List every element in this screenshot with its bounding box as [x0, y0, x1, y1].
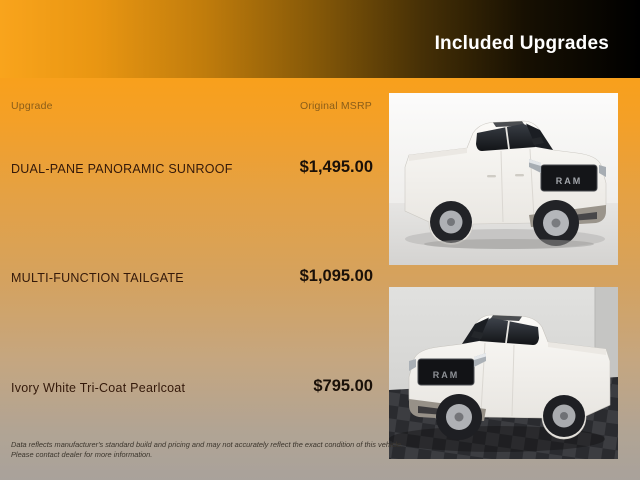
header-bar	[0, 0, 640, 78]
column-header-msrp: Original MSRP	[299, 100, 372, 112]
disclaimer-line: Please contact dealer for more information.	[11, 450, 153, 459]
ram-grille-badge: RAM	[432, 370, 460, 380]
vehicle-photo-showroom	[389, 287, 618, 459]
table-row-price: $795.00	[313, 377, 373, 395]
white-ram-truck-showroom	[389, 287, 618, 459]
page-title: Included Upgrades	[434, 33, 609, 54]
table-row-price: $1,495.00	[299, 158, 373, 176]
disclaimer-line: Data reflects manufacturer's standard build and pricing and may not accurately reflect the exact condition of this vehicle.	[11, 440, 404, 449]
table-row-name: MULTI-FUNCTION TAILGATE	[11, 271, 184, 285]
white-ram-truck-studio	[389, 93, 618, 265]
table-row-price: $1,095.00	[299, 267, 373, 285]
vehicle-photo-studio	[389, 93, 618, 265]
ram-grille-badge: RAM	[555, 176, 583, 186]
disclaimer	[11, 440, 403, 460]
table-row-name: DUAL-PANE PANORAMIC SUNROOF	[11, 162, 233, 176]
table-row-name: Ivory White Tri-Coat Pearlcoat	[11, 381, 186, 395]
column-header-upgrade: Upgrade	[11, 100, 53, 112]
